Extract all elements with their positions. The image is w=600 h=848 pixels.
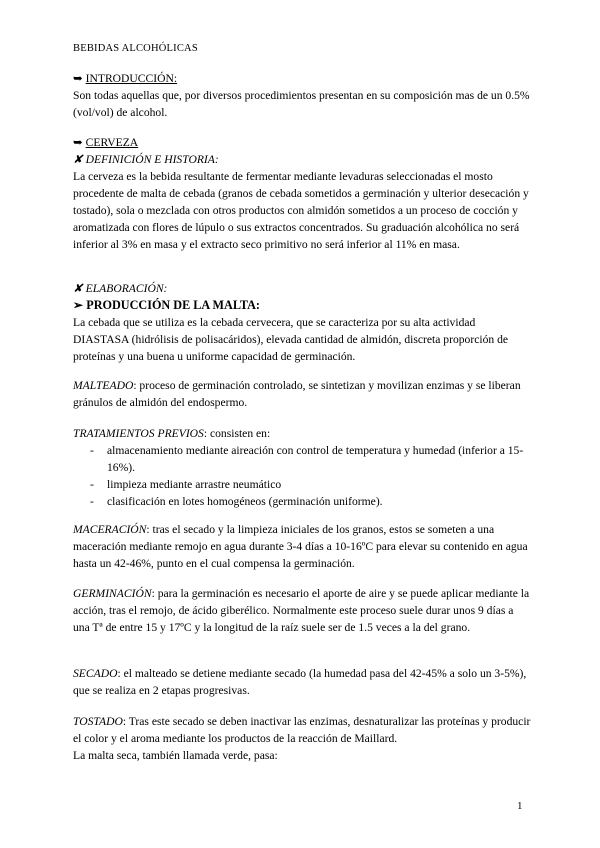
- secado-paragraph: [73, 665, 533, 699]
- secado-label: SECADO: [73, 667, 118, 680]
- maceracion-text: : tras el secado y la limpieza iniciales de los granos, estos se someten a una maceración mediante remojo en agua durante 3-4 días a 10-16ºC para elevar su contenido en agua hasta un 42-46%, punto en el cual compensa la germinación.: [73, 523, 528, 570]
- definicion-heading: ✘ DEFINICIÓN E HISTORIA:: [73, 153, 219, 166]
- tostado-paragraph: [73, 713, 533, 764]
- pointer-icon: ➢: [73, 298, 84, 312]
- intro-heading: ➥ INTRODUCCIÓN:: [73, 72, 178, 85]
- elaboracion-heading: ✘ ELABORACIÓN:: [73, 282, 168, 295]
- tratamientos-text: : consisten en:: [203, 427, 271, 440]
- page-number: 1: [517, 800, 523, 812]
- germinacion-text: : para la germinación es necesario el aporte de aire y se puede aplicar mediante la acción, tras el remojo, de ácido giberélico. Normalmente este proceso suele durar unos 9 días a una Tª de entre 15 y 17ºC y la longitud de la raíz suele ser de 1.5 veces a la del grano.: [73, 587, 530, 634]
- tratamientos-label: TRATAMIENTOS PREVIOS: [73, 427, 204, 440]
- intro-section: [73, 70, 533, 121]
- maceracion-paragraph: [73, 521, 533, 572]
- list-item: - almacenamiento mediante aireación con control de temperatura y humedad (inferior a 15-16%).: [73, 442, 533, 476]
- list-item: - limpieza mediante arrastre neumático: [73, 476, 533, 493]
- malteado-text: : proceso de germinación controlado, se sintetizan y movilizan enzimas y se liberan gránulos de almidón del endospermo.: [73, 379, 521, 409]
- page-header: BEBIDAS ALCOHÓLICAS: [73, 43, 198, 54]
- malteado-paragraph: [73, 377, 533, 411]
- produccion-text: La cebada que se utiliza es la cebada cervecera, que se caracteriza por su alta actividad DIASTASA (hidrólisis de polisacáridos), elevada cantidad de almidón, discreta proporción de proteínas y una buena u uniforme capacidad de germinación.: [73, 316, 509, 363]
- germinacion-label: GERMINACIÓN: [73, 587, 152, 600]
- germinacion-paragraph: [73, 585, 533, 636]
- malta-text: La malta seca, también llamada verde, pasa:: [73, 749, 278, 762]
- definicion-text: La cerveza es la bebida resultante de fermentar mediante levaduras seleccionadas el mosto procedente de malta de cebada (granos de cebada sometidos a germinación y ulterior desecación y tostado), sola o mezclada con otros productos con almidón sometidos a un proceso de cocción y aromatizada con flores de lúpulo o sus extractos concentrados. Su graduación alcohólica no será inferior al 3% en masa y el extracto seco primitivo no será inferior al 11% en masa.: [73, 170, 529, 251]
- cerveza-heading: ➥ CERVEZA: [73, 136, 139, 149]
- cross-icon: ✘: [73, 282, 83, 295]
- produccion-heading: ➢ PRODUCCIÓN DE LA MALTA:: [73, 298, 260, 312]
- elaboracion-section: [73, 280, 533, 365]
- cross-icon: ✘: [73, 153, 83, 166]
- list-item: - clasificación en lotes homogéneos (germinación uniforme).: [73, 493, 533, 510]
- maceracion-label: MACERACIÓN: [73, 523, 147, 536]
- arrow-icon: ➥: [73, 72, 83, 85]
- tratamientos-section: [73, 425, 533, 510]
- secado-text: : el malteado se detiene mediante secado (la humedad pasa del 42-45% a solo un 3-5%), que se realiza en 2 etapas progresivas.: [73, 667, 527, 697]
- cerveza-section: [73, 134, 533, 253]
- tostado-text: : Tras este secado se deben inactivar las enzimas, desnaturalizar las proteínas y producir el color y el aroma mediante los productos de la reacción de Maillard.: [73, 715, 531, 745]
- intro-text: Son todas aquellas que, por diversos procedimientos presentan en su composición mas de un 0.5% (vol/vol) de alcohol.: [73, 89, 530, 119]
- tratamientos-list: [73, 442, 533, 510]
- arrow-icon: ➥: [73, 136, 83, 149]
- tostado-label: TOSTADO: [73, 715, 123, 728]
- malteado-label: MALTEADO: [73, 379, 134, 392]
